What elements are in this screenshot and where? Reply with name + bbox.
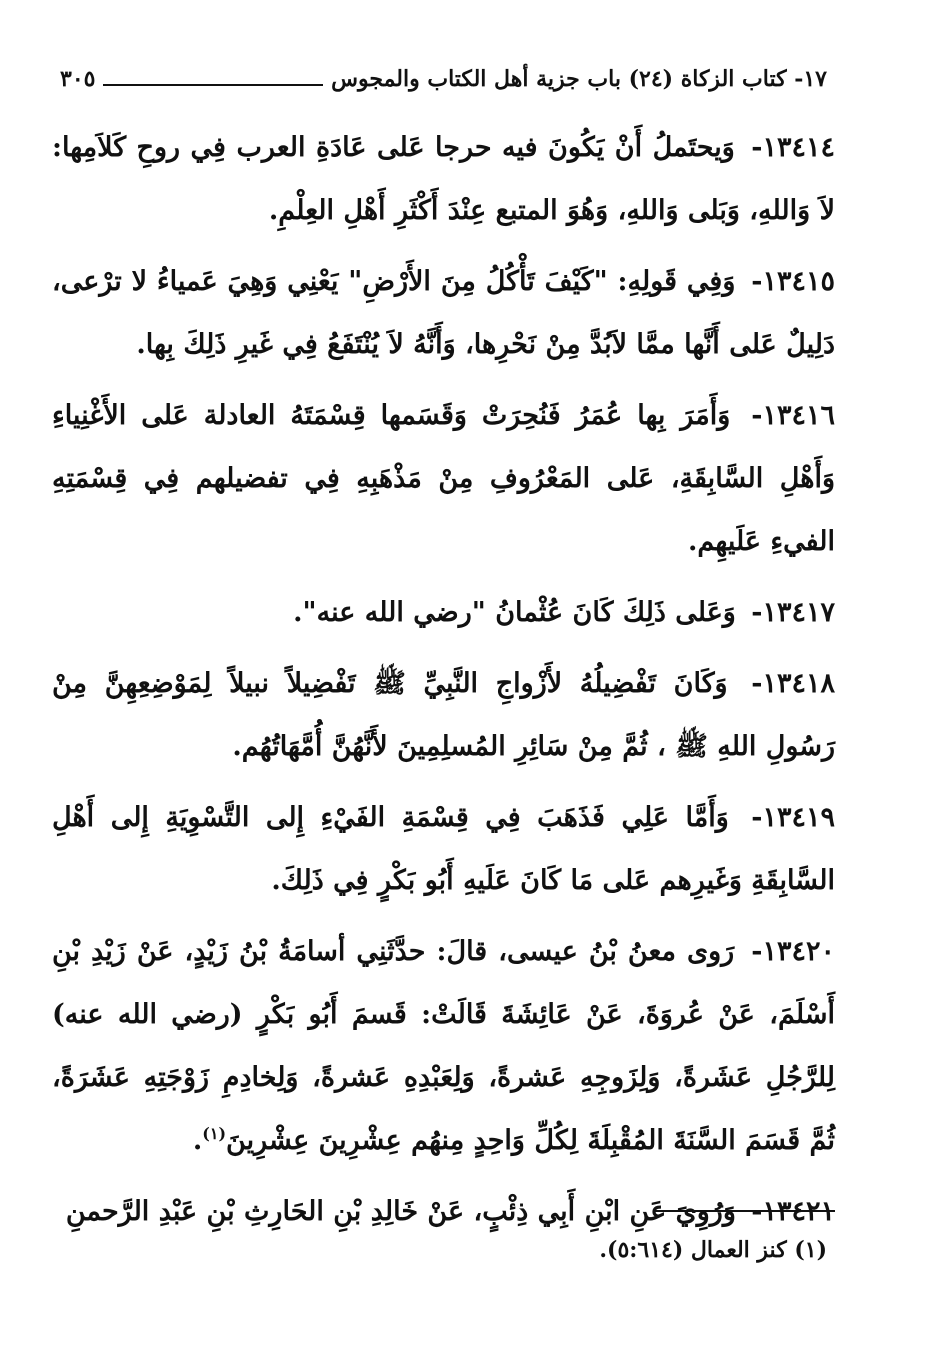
footnote: (١) كنز العمال (٥:٦١٤). xyxy=(599,1237,827,1263)
paragraph-number: ١٣٤١٦- xyxy=(751,400,835,431)
paragraph-text: وَيحتَملُ أَنْ يَكُونَ فيه حرجا عَلى عَادَةِ العرب فِي روحِ كَلاَمِها: لاَ وَاللهِ، وَبَلى وَاللهِ، وَهُوَ المتبع عِنْدَ أَكْثَرِ أَهْلِ العِلْمِ. xyxy=(52,132,835,226)
body-text xyxy=(52,116,835,1251)
paragraph-text: وَرُوِيَ عَنِ ابْنِ أَبِي ذِئْبٍ، عَنْ خَالِدِ بْنِ الحَارِثِ بْنِ عَبْدِ الرَّحمنِ xyxy=(65,1196,736,1227)
paragraph-text: وَعَلى ذَلِكَ كَانَ عُثْمانُ "رضي الله عنه". xyxy=(293,597,736,628)
footnote-divider xyxy=(655,1210,835,1212)
paragraph-text: وَأَمَّا عَلِي فَذَهَبَ فِي قِسْمَةِ الفَيْءِ إِلى التَّسْوِيَةِ إِلى أَهْلِ السَّابِقَةِ وَغَيرِهم عَلى مَا كَانَ عَلَيهِ أَبُو بَكْرٍ فِي ذَلِكَ. xyxy=(52,802,835,896)
running-header xyxy=(60,56,827,92)
header-rule xyxy=(103,84,323,86)
paragraph-text: وَأَمَرَ بِها عُمَرُ فَنُحِرَتْ وَقَسَمها قِسْمَتَهُ العادلة عَلى الأَغْنِياءِ وَأَهْلِ السَّابِقَةِ، عَلى المَعْرُوفِ مِنْ مَذْهَبِهِ فِي تفضيلهم فِي قِسْمَتِهِ الفيءِ عَلَيهِم. xyxy=(52,400,835,557)
paragraph-13417 xyxy=(52,581,835,644)
paragraph-number: ١٣٤٢٠- xyxy=(751,936,835,967)
paragraph-text: رَوى معنُ بْنُ عيسى، قالَ: حدَّثَنِي أسامَةُ بْنُ زَيْدٍ، عَنْ زَيْدِ بْنِ أَسْلَمَ، عَنْ عُروَةَ، عَنْ عَائِشَةَ قَالَتْ: قَسمَ أَبُو بَكْرٍ (رضي الله عنه) لِلرَّجُلِ عَشَرةً، وَلِزَوجِهِ عَشرةً، وَلِعَبْدِهِ عَشرةً، وَلِخادِمِ زَوْجَتِهِ عَشَرَةً، ثُمَّ قَسَمَ السَّنَةَ المُقْبِلَةَ لِكُلِّ وَاحِدٍ مِنهُم عِشْرِينَ عِشْرِينَ xyxy=(52,936,835,1156)
paragraph-number: ١٣٤١٧- xyxy=(751,597,835,628)
paragraph-number: ١٣٤٢١- xyxy=(751,1196,835,1227)
paragraph-13414 xyxy=(52,116,835,242)
paragraph-13420: ١٣٤٢٠- رَوى معنُ بْنُ عيسى، قالَ: حدَّثَنِي أسامَةُ بْنُ زَيْدٍ، عَنْ زَيْدِ بْنِ أَسْلَمَ، عَنْ عُروَةَ، عَنْ عَائِشَةَ قَالَتْ: قَسمَ أَبُو بَكْرٍ (رضي الله عنه) لِلرَّجُلِ عَشَرةً، وَلِزَوجِهِ عَشرةً، وَلِعَبْدِهِ عَشرةً، وَلِخادِمِ زَوْجَتِهِ عَشَرَةً، ثُمَّ قَسَمَ السَّنَةَ المُقْبِلَةَ لِكُلِّ وَاحِدٍ مِنهُم عِشْرِينَ عِشْرِينَ$^{(١)}$. xyxy=(52,936,835,1156)
paragraph-13415 xyxy=(52,250,835,376)
paragraph-text: وَكَانَ تَفْضِيلُهُ لأَزْواجِ النَّبِيِّ ﷺ تَفْضِيلاً نبيلاً لِمَوْضِعِهِنَّ مِنْ رَسُولِ اللهِ ﷺ ، ثُمَّ مِنْ سَائِرِ المُسلِمِينَ لأَنَّهُنَّ أُمَّهَاتُهُم. xyxy=(52,668,835,762)
paragraph-number: ١٣٤١٤- xyxy=(751,132,835,163)
paragraph-13416 xyxy=(52,384,835,573)
page-number: ٣٠٥ xyxy=(60,66,96,92)
footnote-reference[interactable]: (١) xyxy=(202,1124,227,1143)
paragraph-13419 xyxy=(52,786,835,912)
paragraph-number: ١٣٤١٥- xyxy=(751,266,835,297)
paragraph-number: ١٣٤١٩- xyxy=(751,802,836,833)
paragraph-number: ١٣٤١٨- xyxy=(751,668,836,699)
paragraph-text: وَفِي قَولِهِ: "كَيْفَ تَأْكُلُ مِنَ الأَرْضِ" يَعْنِي وَهِيَ عَمياءُ لا ترْعى، دَلِيلٌ عَلى أَنَّها ممَّا لاَبُدَّ مِنْ نَحْرِها، وَأَنَّهُ لاَ يُنْتَفَعُ فِي غَيرِ ذَلِكَ بِها. xyxy=(52,266,835,360)
chapter-title: ١٧- كتاب الزكاة (٢٤) باب جزية أهل الكتاب والمجوس xyxy=(331,66,827,92)
paragraph-13418 xyxy=(52,652,835,778)
